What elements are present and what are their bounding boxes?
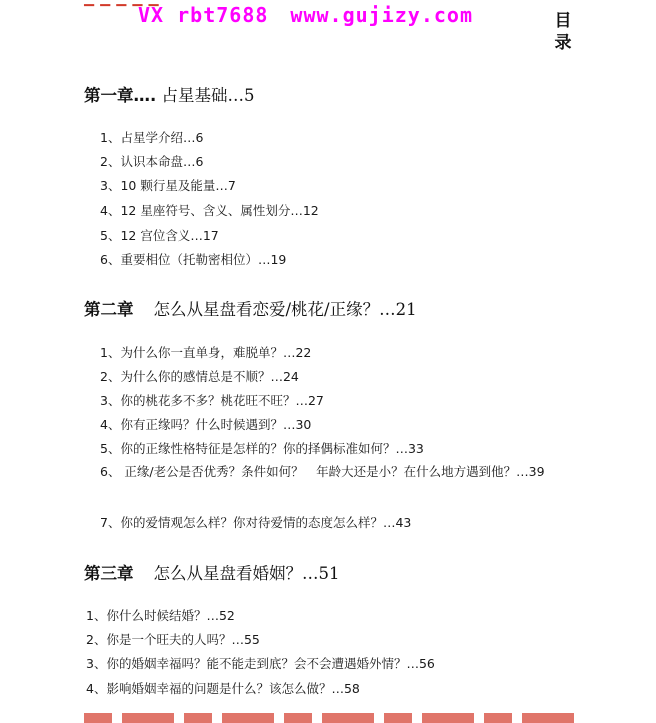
toc-item: 5、12 宫位含义…17 bbox=[100, 228, 219, 243]
toc-item: 4、影响婚姻幸福的问题是什么？该怎么做？…58 bbox=[86, 681, 360, 696]
watermark-url: www.gujizy.com bbox=[290, 3, 473, 27]
toc-item: 2、你是一个旺夫的人吗？…55 bbox=[86, 632, 260, 647]
toc-item: 4、12 星座符号、含义、属性划分…12 bbox=[100, 203, 319, 218]
watermark-vx: VX rbt7688 bbox=[138, 3, 269, 27]
chapter-2-heading bbox=[84, 296, 417, 320]
chapter-3-title: 怎么从星盘看婚姻？…51 bbox=[153, 564, 340, 583]
toc-item: 3、10 颗行星及能量…7 bbox=[100, 178, 236, 193]
toc-item: 3、你的桃花多不多？桃花旺不旺？…27 bbox=[100, 393, 324, 408]
chapter-2-label: 第二章 bbox=[84, 300, 134, 319]
chapter-3-label: 第三章 bbox=[84, 564, 134, 583]
toc-title-char-1: 目 bbox=[554, 11, 572, 31]
toc-item: 7、你的爱情观怎么样？你对待爱情的态度怎么样？…43 bbox=[100, 515, 412, 530]
toc-item: 5、你的正缘性格特征是怎样的？你的择偶标准如何？…33 bbox=[100, 441, 424, 456]
toc-item: 1、为什么你一直单身，难脱单？…22 bbox=[100, 345, 312, 360]
toc-item: 3、你的婚姻幸福吗？能不能走到底？会不会遭遇婚外情？…56 bbox=[86, 656, 435, 671]
toc-item: 2、为什么你的感情总是不顺？…24 bbox=[100, 369, 299, 384]
chapter-1-title: 占星基础…5 bbox=[161, 86, 255, 105]
toc-item: 1、占星学介绍…6 bbox=[100, 130, 204, 145]
toc-item: 6、 正缘/老公是否优秀？条件如何？ 年龄大还是小？在什么地方遇到他？…39 bbox=[100, 464, 545, 479]
toc-title-char-2: 录 bbox=[554, 33, 572, 53]
chapter-1-heading bbox=[84, 82, 255, 106]
watermark bbox=[138, 3, 473, 27]
chapter-2-title: 怎么从星盘看恋爱/桃花/正缘？…21 bbox=[153, 300, 417, 319]
toc-item: 2、认识本命盘…6 bbox=[100, 154, 204, 169]
toc-title bbox=[552, 10, 574, 54]
toc-item: 1、你什么时候结婚？…52 bbox=[86, 608, 235, 623]
toc-item: 4、你有正缘吗？什么时候遇到？…30 bbox=[100, 417, 312, 432]
chapter-1-label: 第一章…. bbox=[84, 86, 157, 105]
clipped-footer-fragment bbox=[84, 713, 574, 723]
chapter-3-heading bbox=[84, 560, 340, 584]
toc-item: 6、重要相位（托勒密相位）…19 bbox=[100, 252, 287, 267]
